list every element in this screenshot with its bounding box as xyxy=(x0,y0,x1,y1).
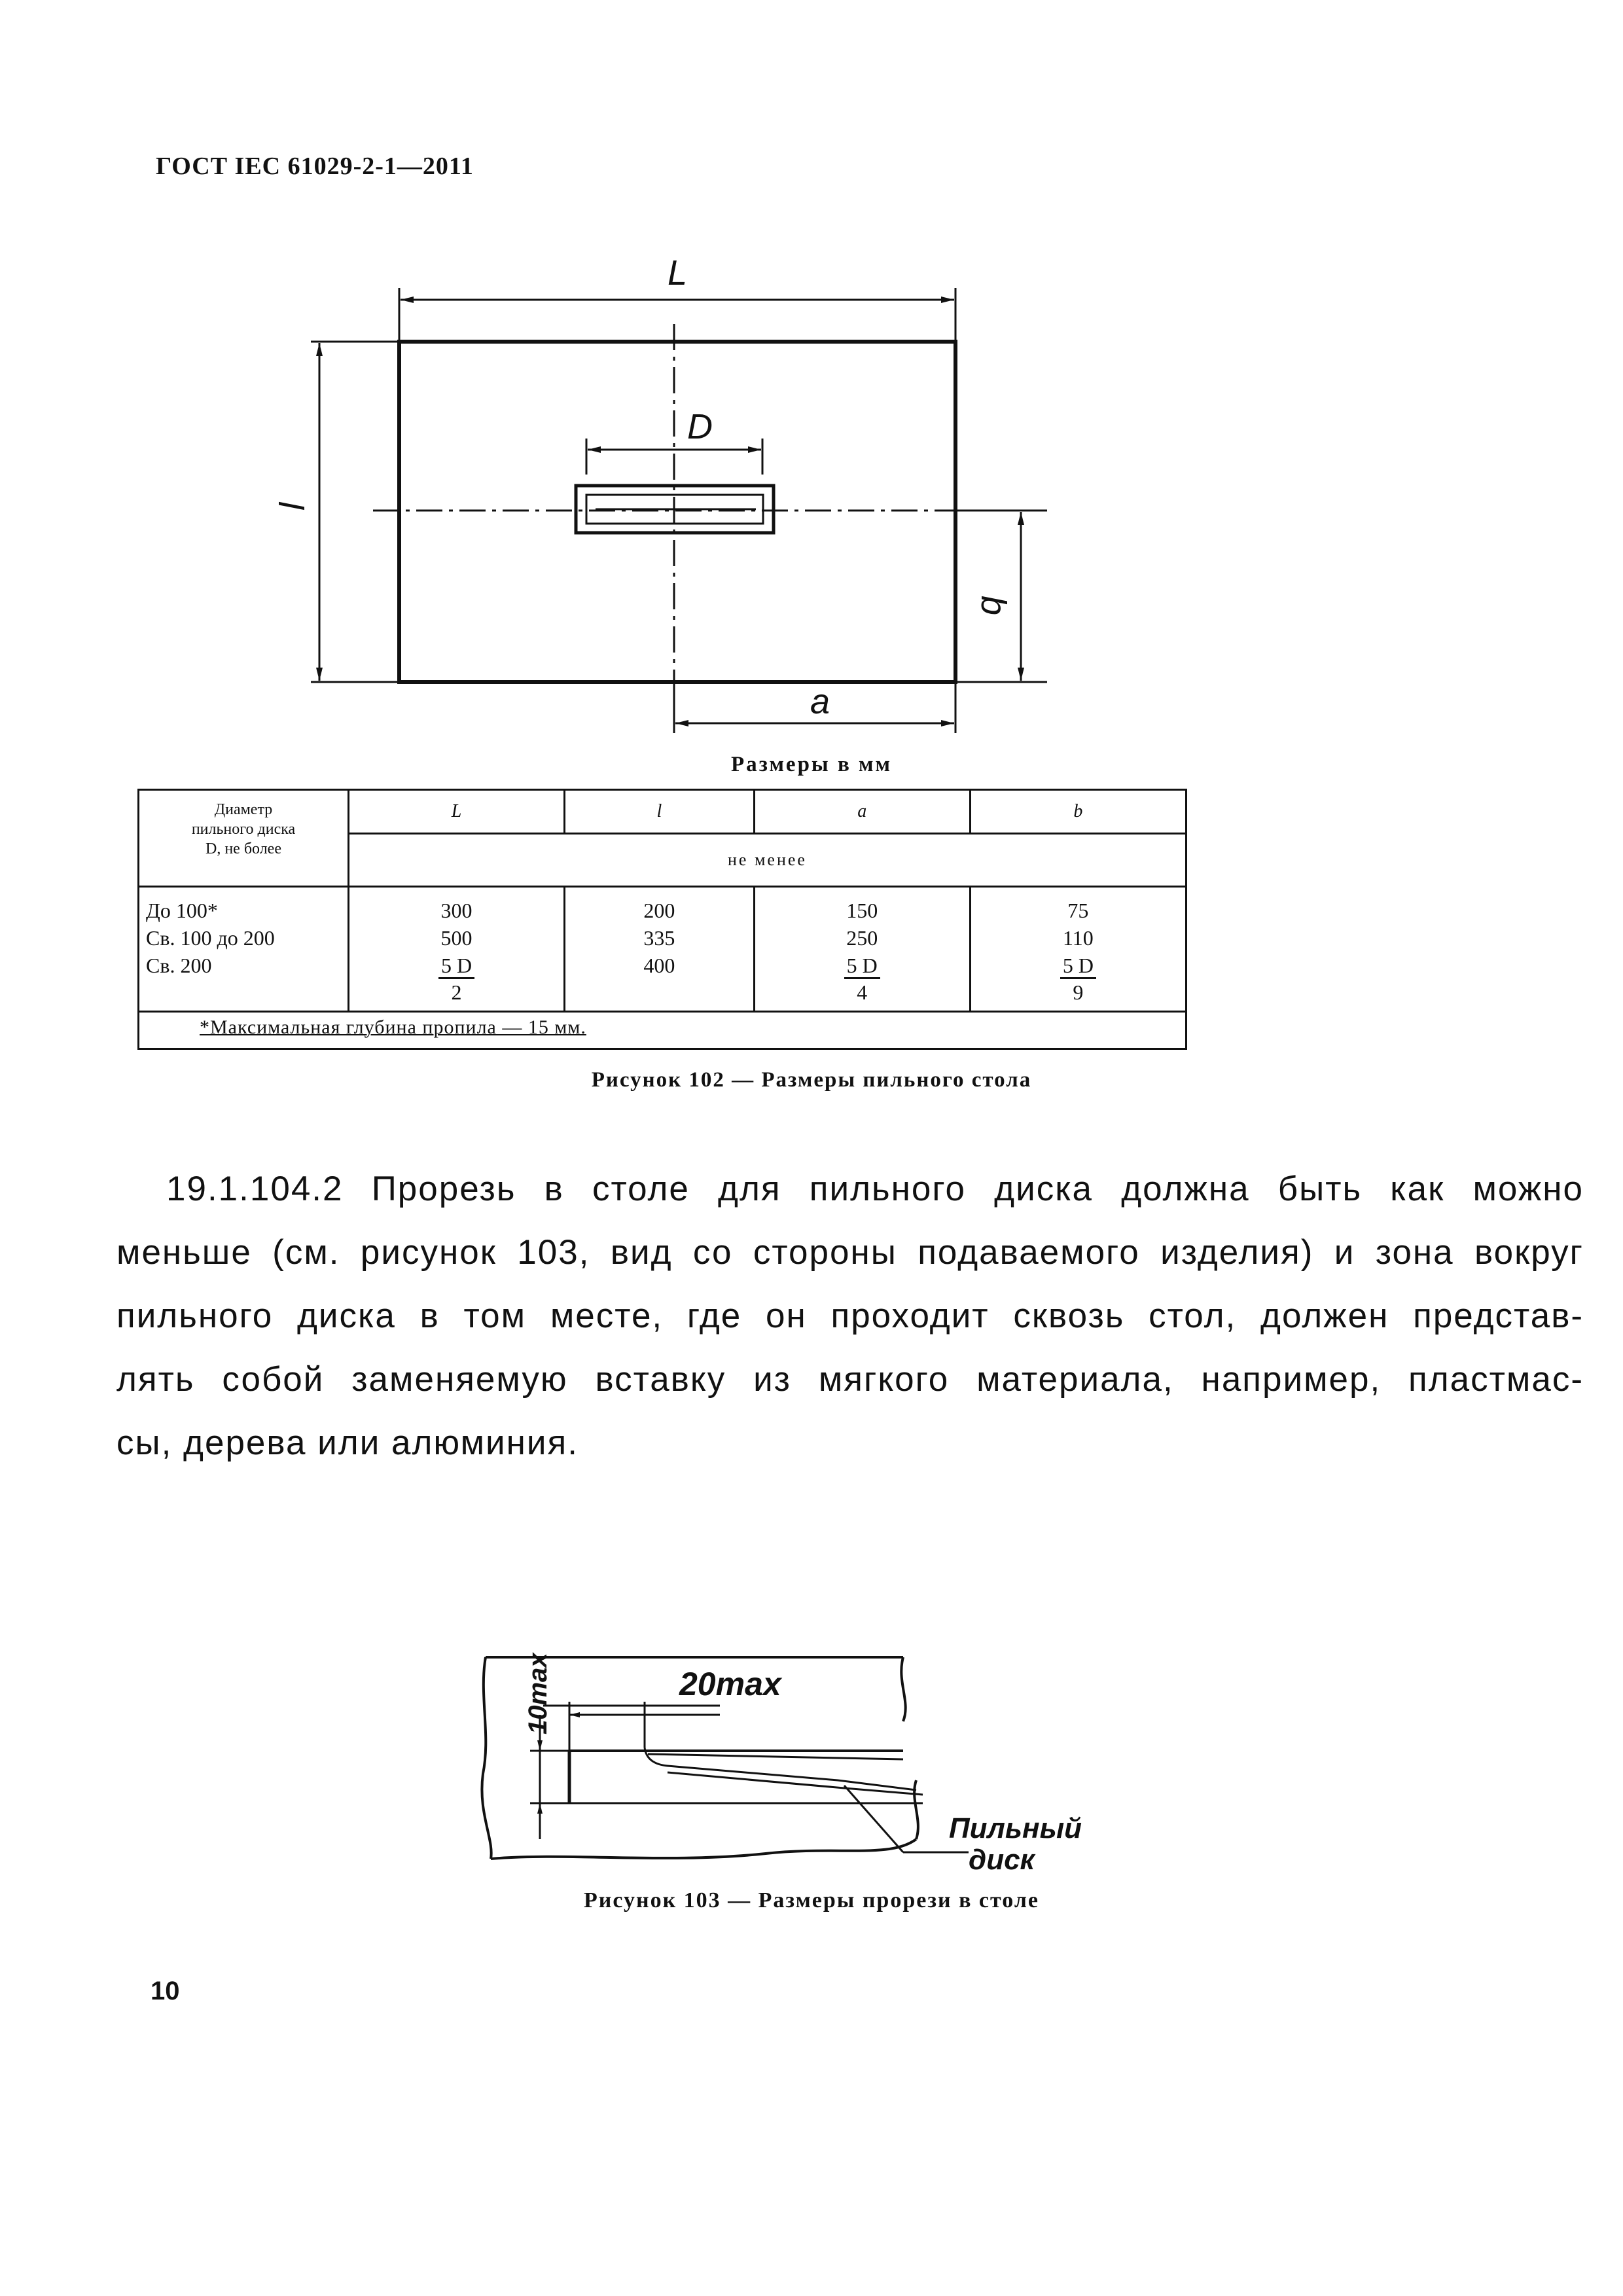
table-footnote-cell xyxy=(139,1012,1186,1049)
figure-103-drawing xyxy=(471,1643,1152,1905)
col-b-values: 75 110 5 D 9 xyxy=(970,887,1186,1012)
label-l: l xyxy=(273,503,312,511)
row-labels-cell xyxy=(139,887,349,1012)
label-L: L xyxy=(668,253,688,293)
col-L-values: 300 500 5 D 2 xyxy=(349,887,565,1012)
fraction-denominator: 4 xyxy=(857,980,868,1004)
header-col-l: l xyxy=(565,790,755,834)
paragraph-line: сы, дерева или алюминия. xyxy=(116,1424,579,1462)
paragraph-line: пильного диска в том месте, где он проходит сквозь стол, должен представ- xyxy=(116,1297,1584,1335)
label-b: b xyxy=(974,596,1013,616)
paragraph-line: лять собой заменяемую вставку из мягкого материала, например, пластмас- xyxy=(116,1360,1584,1399)
page-number: 10 xyxy=(151,1977,180,2005)
figure-102-drawing xyxy=(273,253,1013,746)
header-col-a: a xyxy=(754,790,970,834)
header-not-less: не менее xyxy=(349,834,1186,887)
center-lines xyxy=(373,324,1021,720)
label-a: a xyxy=(810,682,830,721)
dimensions-table xyxy=(137,789,1187,1050)
slot-profile xyxy=(569,1751,923,1803)
fraction-numerator: 5 D xyxy=(1060,954,1096,979)
document-header: ГОСТ IEC 61029-2-1—2011 xyxy=(156,152,474,180)
header-disc-diameter: Диаметр пильного диска D, не более xyxy=(139,790,349,887)
row-label: Св. 100 до 200 xyxy=(146,926,275,950)
paragraph-line: 19.1.104.2 Прорезь в столе для пильного диска должна быть как можно xyxy=(166,1170,1584,1208)
label-saw-blade-line1: Пильный xyxy=(949,1812,1082,1844)
label-D: D xyxy=(687,407,713,446)
fraction-numerator: 5 D xyxy=(438,954,474,979)
figure-103-caption: Рисунок 103 — Размеры прорези в столе xyxy=(583,1888,1039,1912)
table-outline xyxy=(399,342,955,682)
col-l-values: 200 335 400 xyxy=(565,887,755,1012)
dimension-20max xyxy=(543,1702,720,1751)
fraction-denominator: 2 xyxy=(451,980,462,1004)
header-col-L: L xyxy=(349,790,565,834)
paragraph-19-1-104-2 xyxy=(116,1157,1584,1475)
label-10max: 10max xyxy=(524,1653,552,1734)
label-20max: 20max xyxy=(679,1666,781,1702)
fraction-numerator: 5 D xyxy=(844,954,880,979)
figure-102-caption: Рисунок 102 — Размеры пильного стола xyxy=(591,1068,1032,1092)
fraction-denominator: 9 xyxy=(1073,980,1084,1004)
table-header-row xyxy=(139,790,1186,834)
paragraph-line: меньше (см. рисунок 103, вид со стороны подаваемого изделия) и зона вокруг xyxy=(116,1233,1584,1272)
label-saw-blade-line2: диск xyxy=(969,1844,1035,1876)
slot-insert xyxy=(576,486,774,533)
units-caption: Размеры в мм xyxy=(731,753,892,776)
row-label: Св. 200 xyxy=(146,954,212,977)
row-label: До 100* xyxy=(146,899,218,922)
header-col-b: b xyxy=(970,790,1186,834)
table-data-row xyxy=(139,887,1186,1012)
table-footnote: *Максимальная глубина пропила — 15 мм. xyxy=(200,1016,586,1038)
saw-blade xyxy=(645,1748,969,1852)
col-a-values: 150 250 5 D 4 xyxy=(754,887,970,1012)
